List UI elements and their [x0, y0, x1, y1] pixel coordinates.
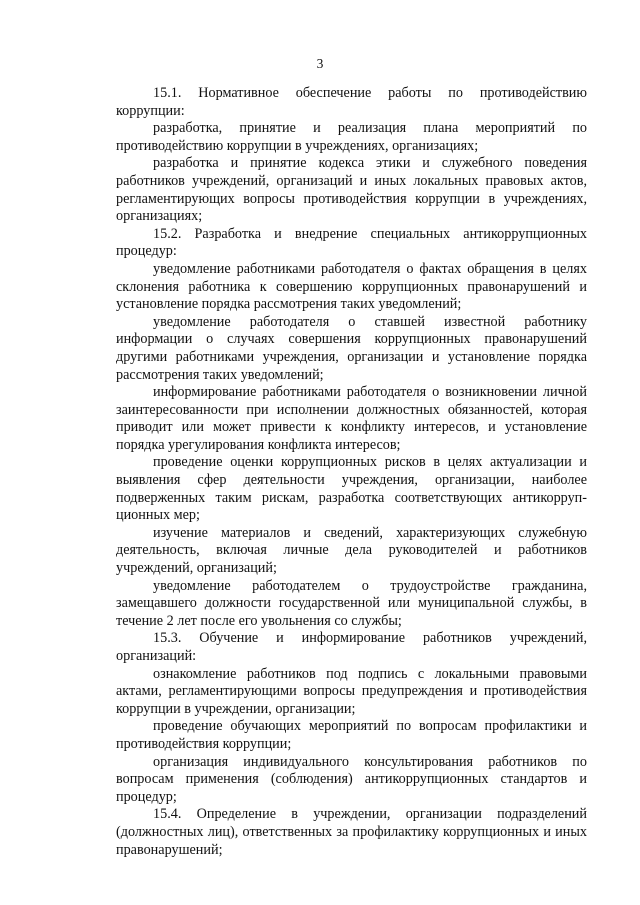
paragraph: информирование работниками работодателя о возникновении личной заинтересованности при исполнении должностных обязанностей, которая приводит или может привести к конфликту интересов, и установление порядка урегулирования конфликта интересов;	[116, 384, 587, 453]
paragraph: уведомление работниками работодателя о фактах обращения в целях склонения работника к совершению коррупционных правонарушений и установление порядка рассмотрения таких уведомлений;	[116, 260, 587, 313]
paragraph-15-3: 15.3. Обучение и информирование работников учреждений, организаций:	[116, 630, 587, 664]
paragraph: проведение обучающих мероприятий по вопросам профилактики и противодействия коррупции;	[116, 718, 587, 752]
paragraph: ознакомление работников под подпись с локальными правовыми актами, регламентирующими вопросы предупреждения и противодействия коррупции в учреждении, организации;	[116, 665, 587, 717]
paragraph: разработка и принятие кодекса этики и служебного поведения работников учреждений, организаций и иных локальных правовых актов, регламентирующих вопросы противодействия коррупции в учреждениях, организациях;	[116, 155, 587, 225]
paragraph: проведение оценки коррупционных рисков в целях актуализации и выявления сфер деятельности учреждения, организации, наиболее подверженных таким рискам, разработка соответствующих антикорруп-ционных мер;	[116, 454, 587, 524]
paragraph: организация индивидуального консультирования работников по вопросам применения (соблюдения) антикоррупционных стандартов и процедур;	[116, 753, 587, 805]
document-body	[116, 85, 587, 859]
paragraph: разработка, принятие и реализация плана мероприятий по противодействию коррупции в учреждениях, организациях;	[116, 120, 587, 154]
paragraph: уведомление работодателем о трудоустройстве гражданина, замещавшего должности государственной или муниципальной службы, в течение 2 лет после его увольнения со службы;	[116, 577, 587, 629]
page-number: 3	[316, 56, 324, 71]
paragraph: изучение материалов и сведений, характеризующих служебную деятельность, включая личные дела руководителей и работников учреждений, организаций;	[116, 524, 587, 577]
paragraph-15-2: 15.2. Разработка и внедрение специальных антикоррупционных процедур:	[116, 225, 587, 260]
paragraph: уведомление работодателя о ставшей известной работнику информации о случаях совершения коррупционных правонарушений другими работниками учреждения, организации и установление порядка рассмотрения таких уведомлений;	[116, 313, 587, 383]
paragraph-15-4: 15.4. Определение в учреждении, организации подразделений (должностных лиц), ответственных за профилактику коррупционных и иных правонарушений;	[116, 806, 587, 858]
paragraph-15-1: 15.1. Нормативное обеспечение работы по противодействию коррупции:	[116, 85, 587, 119]
